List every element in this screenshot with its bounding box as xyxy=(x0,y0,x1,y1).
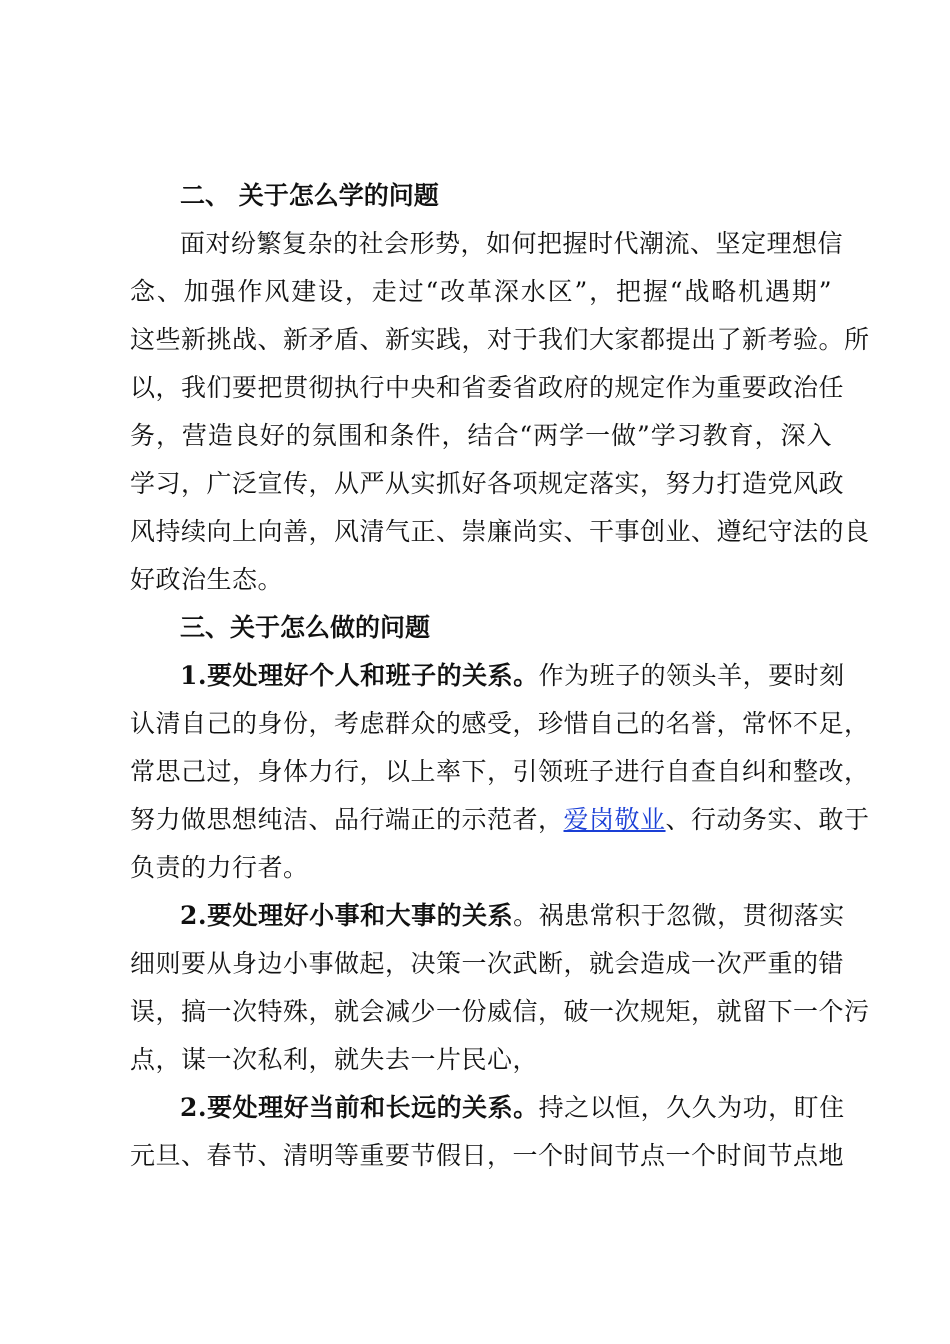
section-2-line-5: 务，营造良好的氛围和条件，结合“两学一做”学习教育，深入 xyxy=(130,421,832,450)
section-3-heading: 三、关于怎么做的问题 xyxy=(180,613,431,642)
item-1-line-4 xyxy=(130,800,870,840)
item-2-line-3: 误，搞一次特殊，就会减少一份威信，破一次规矩，就留下一个污 xyxy=(130,997,870,1026)
item-1-line-4-after: 、行动务实、敢于 xyxy=(665,805,870,834)
section-2-heading: 二、 关于怎么学的问题 xyxy=(180,181,439,210)
item-2-line-1 xyxy=(180,896,845,936)
section-2-line-6: 学习，广泛宣传，从严从实抓好各项规定落实，努力打造党风政 xyxy=(130,469,845,498)
item-2-first-rest: 。祸患常积于忽微，贯彻落实 xyxy=(513,901,845,930)
item-1-first-rest: 作为班子的领头羊，要时刻 xyxy=(538,661,845,690)
item-3-title: 2.要处理好当前和长远的关系。 xyxy=(180,1093,539,1122)
section-2-line-3: 这些新挑战、新矛盾、新实践，对于我们大家都提出了新考验。所 xyxy=(130,325,870,354)
item-1-line-1 xyxy=(180,656,845,696)
item-1-line-4-before: 努力做思想纯洁、品行端正的示范者， xyxy=(130,805,564,834)
item-1-title: 1.要处理好个人和班子的关系。 xyxy=(180,661,539,690)
section-2-line-7: 风持续向上向善，风清气正、崇廉尚实、干事创业、遵纪守法的良 xyxy=(130,517,870,546)
item-2-line-2: 细则要从身边小事做起，决策一次武断，就会造成一次严重的错 xyxy=(130,949,845,978)
item-2-title: 2.要处理好小事和大事的关系 xyxy=(180,901,514,930)
section-2-line-2: 念、加强作风建设，走过“改革深水区”，把握“战略机遇期” xyxy=(130,277,832,306)
item-1-line-2: 认清自己的身份，考虑群众的感受，珍惜自己的名誉，常怀不足， xyxy=(130,709,870,738)
item-3-line-2: 元旦、春节、清明等重要节假日，一个时间节点一个时间节点地 xyxy=(130,1141,845,1170)
section-2-line-4: 以，我们要把贯彻执行中央和省委省政府的规定作为重要政治任 xyxy=(130,373,845,402)
item-3-line-1 xyxy=(180,1088,845,1128)
item-2-line-4: 点，谋一次私利，就失去一片民心， xyxy=(130,1045,539,1074)
item-1-line-5: 负责的力行者。 xyxy=(130,853,309,882)
item-1-line-3: 常思己过，身体力行，以上率下，引领班子进行自查自纠和整改， xyxy=(130,757,870,786)
section-2-line-8: 好政治生态。 xyxy=(130,565,284,594)
item-3-first-rest: 持之以恒，久久为功，盯住 xyxy=(538,1093,845,1122)
section-2-line-1: 面对纷繁复杂的社会形势，如何把握时代潮流、坚定理想信 xyxy=(180,229,844,258)
aigang-jingye-link[interactable]: 爱岗敬业 xyxy=(563,805,666,834)
